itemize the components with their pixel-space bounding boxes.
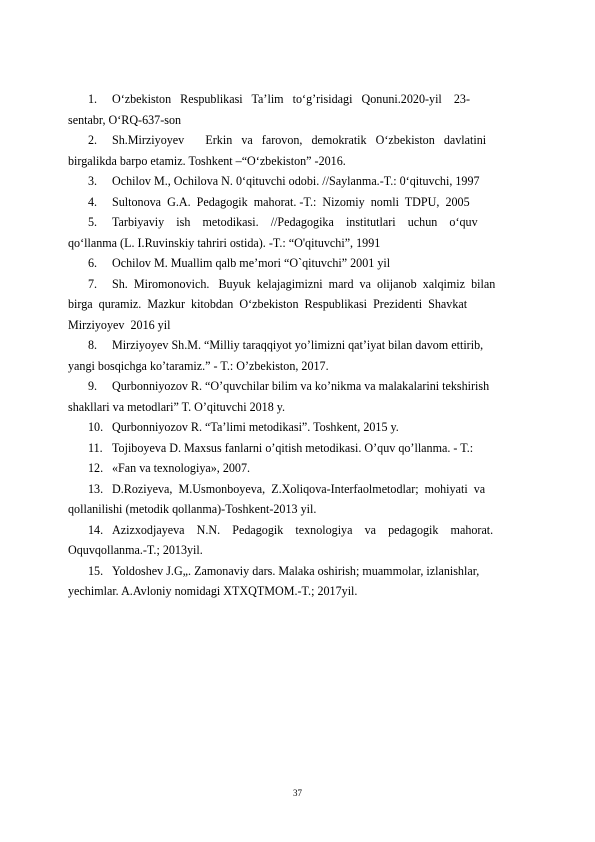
reference-first-line xyxy=(88,212,548,233)
reference-number: 11. xyxy=(88,440,103,455)
reference-text: Ochilov M. Muallim qalb me’mori “O`qituvchi” 2001 yil xyxy=(112,256,391,270)
reference-text: Sh.Mirziyoyev Erkin va farovon, demokratik O‘zbekiston davlatini xyxy=(112,133,487,147)
reference-continuation-line: qo‘llanma (L. I.Ruvinskiy tahriri ostida). -T.: “O'qituvchi”, 1991 xyxy=(68,235,381,250)
reference-number: 9. xyxy=(88,379,98,393)
reference-item xyxy=(88,438,548,459)
reference-number: 6. xyxy=(88,256,98,270)
reference-continuation-line: Oquvqollanma.-T.; 2013yil. xyxy=(68,543,203,557)
reference-text: Tarbiyaviy ish metodikasi. //Pedagogika institutlari uchun o‘quv xyxy=(112,215,478,229)
reference-number: 2. xyxy=(88,133,98,147)
reference-first-line xyxy=(88,417,548,438)
page-number: 37 xyxy=(293,788,302,798)
reference-number: 10. xyxy=(88,420,104,434)
reference-item xyxy=(88,458,548,479)
reference-continuation-line: birga quramiz. Mazkur kitobdan O‘zbekiston Respublikasi Prezidenti Shavkat xyxy=(68,297,468,311)
reference-number: 4. xyxy=(88,194,98,209)
reference-item xyxy=(68,212,548,253)
reference-first-line xyxy=(88,192,548,213)
reference-first-line xyxy=(88,171,548,192)
reference-text: Yoldoshev J.G„. Zamonaviy dars. Malaka oshirish; muammolar, izlanishlar, xyxy=(112,563,480,578)
reference-number: 7. xyxy=(88,276,98,291)
reference-text: Azizxodjayeva N.N. Pedagogik texnologiya va pedagogik mahorat. xyxy=(112,522,494,537)
reference-item xyxy=(68,274,548,336)
reference-item xyxy=(88,253,548,274)
reference-text: Ochilov M., Ochilova N. 0‘qituvchi odobi. //Saylanma.-T.: 0‘qituvchi, 1997 xyxy=(112,174,480,188)
reference-text: D.Roziyeva, M.Usmonboyeva, Z.Xoliqova-Interfaolmetodlar; mohiyati va xyxy=(112,481,486,496)
reference-first-line xyxy=(88,89,548,110)
reference-item xyxy=(68,130,548,171)
reference-first-line xyxy=(88,520,548,541)
reference-text: Tojiboyeva D. Maxsus fanlarni o’qitish metodikasi. O’quv qo’llanma. - T.: xyxy=(112,440,474,455)
reference-list xyxy=(68,89,548,602)
reference-text: Qurbonniyozov R. “Ta’limi metodikasi”. Toshkent, 2015 y. xyxy=(112,420,399,434)
reference-continuation-line: shakllari va metodlari” T. O’qituvchi 2018 y. xyxy=(68,399,286,414)
reference-text: Mirziyoyev Sh.M. “Milliy taraqqiyot yo’limizni qat’iyat bilan davom ettirib, xyxy=(112,338,484,352)
reference-first-line xyxy=(88,376,548,397)
reference-number: 15. xyxy=(88,563,104,578)
reference-number: 3. xyxy=(88,174,98,188)
reference-number: 14. xyxy=(88,522,104,537)
reference-item xyxy=(68,335,548,376)
reference-continuation-line: yangi bosqichga ko’taramiz.” - T.: O’zbekiston, 2017. xyxy=(68,358,329,373)
reference-item xyxy=(68,520,548,561)
reference-first-line xyxy=(88,335,548,356)
reference-item xyxy=(68,479,548,520)
reference-first-line xyxy=(88,561,548,582)
reference-first-line xyxy=(88,458,548,479)
reference-first-line xyxy=(88,438,548,459)
reference-first-line xyxy=(88,130,548,151)
reference-continuation-line: Mirziyoyev 2016 yil xyxy=(68,317,171,332)
reference-item xyxy=(68,89,548,130)
reference-number: 5. xyxy=(88,215,98,229)
reference-item xyxy=(88,192,548,213)
reference-text: Sh. Miromonovich. Buyuk kelajagimizni mard va olijanob xalqimiz bilan xyxy=(112,276,496,291)
reference-item xyxy=(88,417,548,438)
reference-item xyxy=(88,171,548,192)
reference-number: 12. xyxy=(88,461,104,475)
reference-item xyxy=(68,376,548,417)
reference-first-line xyxy=(88,274,548,295)
reference-continuation-line: sentabr, O‘RQ-637-son xyxy=(68,112,182,127)
reference-text: Qurbonniyozov R. “O’quvchilar bilim va ko’nikma va malakalarini tekshirish xyxy=(112,379,490,393)
reference-first-line xyxy=(88,479,548,500)
reference-item xyxy=(68,561,548,602)
reference-continuation-line: yechimlar. A.Avloniy nomidagi XTXQTMOM.-T.; 2017yil. xyxy=(68,584,358,598)
reference-continuation-line: qollanilishi (metodik qollanma)-Toshkent-2013 yil. xyxy=(68,502,317,516)
reference-number: 1. xyxy=(88,92,98,106)
reference-number: 13. xyxy=(88,481,104,496)
reference-continuation-line: birgalikda barpo etamiz. Toshkent –“O‘zbekiston” -2016. xyxy=(68,153,346,168)
reference-text: «Fan va texnologiya», 2007. xyxy=(112,461,251,475)
reference-number: 8. xyxy=(88,338,98,352)
reference-first-line xyxy=(88,253,548,274)
reference-text: Sultonova G.A. Pedagogik mahorat. -T.: Nizomiy nomli TDPU, 2005 xyxy=(112,194,470,209)
reference-text: O‘zbekiston Respublikasi Ta’lim to‘g’risidagi Qonuni.2020-yil 23- xyxy=(112,92,471,106)
